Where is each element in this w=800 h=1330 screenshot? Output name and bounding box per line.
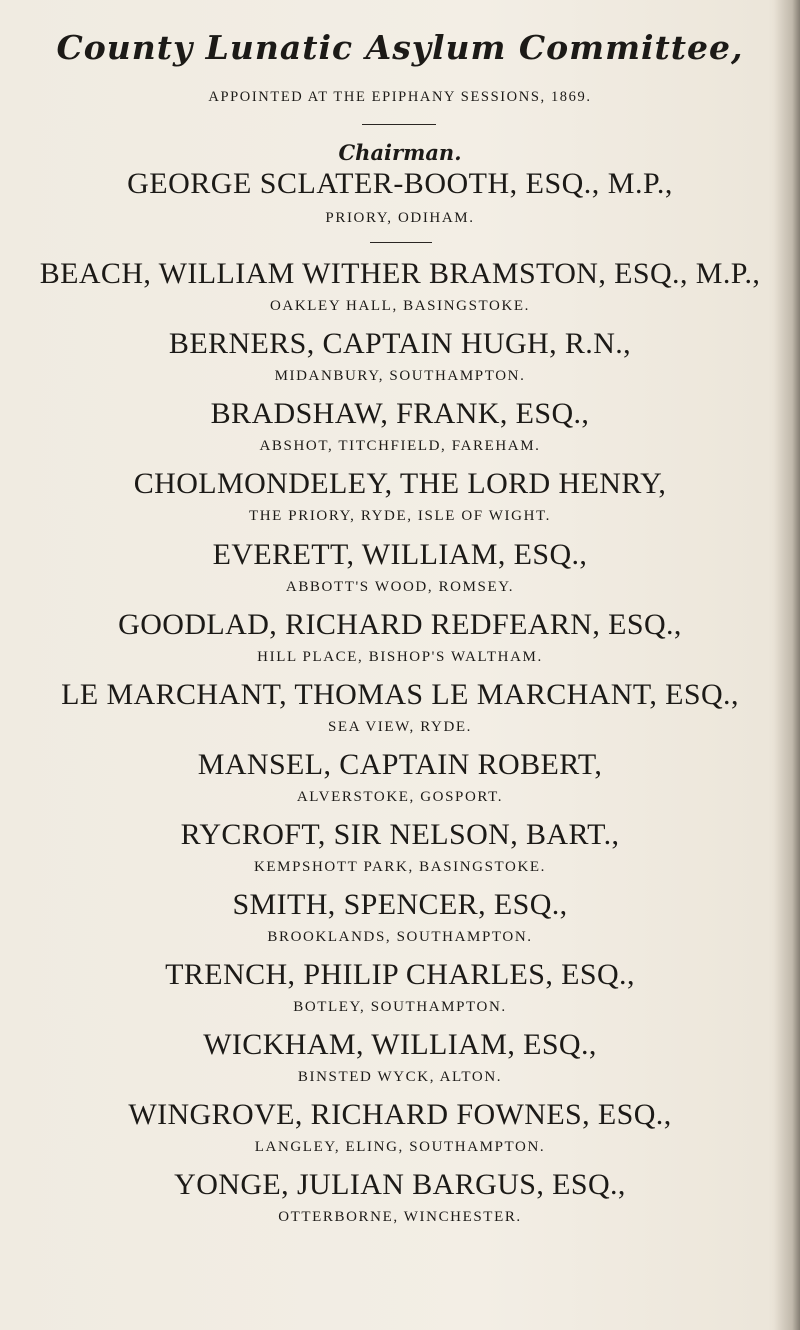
member-name: SMITH, SPENCER, ESQ., bbox=[232, 888, 568, 921]
member-address: ALVERSTOKE, GOSPORT. bbox=[296, 789, 504, 805]
member-entry bbox=[0, 1097, 800, 1157]
member-entry bbox=[0, 957, 800, 1017]
member-name: BERNERS, CAPTAIN HUGH, R.N., bbox=[168, 327, 632, 360]
member-address: OTTERBORNE, WINCHESTER. bbox=[278, 1209, 522, 1225]
member-address: SEA VIEW, RYDE. bbox=[327, 719, 472, 735]
chairman-heading: Chairman. bbox=[338, 140, 462, 165]
member-address: ABBOTT'S WOOD, ROMSEY. bbox=[285, 579, 515, 595]
member-name: YONGE, JULIAN BARGUS, ESQ., bbox=[174, 1168, 626, 1201]
member-address: ABSHOT, TITCHFIELD, FAREHAM. bbox=[259, 438, 541, 454]
member-address: LANGLEY, ELING, SOUTHAMPTON. bbox=[254, 1139, 546, 1155]
member-address: BROOKLANDS, SOUTHAMPTON. bbox=[267, 929, 533, 945]
member-entry bbox=[0, 747, 800, 807]
member-entry bbox=[0, 607, 800, 667]
member-entry bbox=[0, 1027, 800, 1087]
member-address: BOTLEY, SOUTHAMPTON. bbox=[293, 999, 507, 1015]
member-address: MIDANBURY, SOUTHAMPTON. bbox=[274, 368, 526, 384]
member-address: KEMPSHOTT PARK, BASINGSTOKE. bbox=[253, 859, 547, 875]
member-address: BINSTED WYCK, ALTON. bbox=[297, 1069, 503, 1085]
member-address: OAKLEY HALL, BASINGSTOKE. bbox=[270, 298, 530, 314]
member-entry bbox=[0, 677, 800, 737]
member-entry bbox=[0, 817, 800, 877]
divider-rule bbox=[370, 242, 432, 243]
member-name: BEACH, WILLIAM WITHER BRAMSTON, ESQ., M.P., bbox=[39, 257, 761, 290]
member-name: MANSEL, CAPTAIN ROBERT, bbox=[197, 748, 603, 781]
member-entry bbox=[0, 466, 800, 526]
member-name: RYCROFT, SIR NELSON, BART., bbox=[180, 818, 620, 851]
chairman-name: GEORGE SCLATER-BOOTH, ESQ., M.P., bbox=[127, 167, 673, 200]
appointed-line: APPOINTED AT THE EPIPHANY SESSIONS, 1869. bbox=[208, 89, 592, 105]
member-name: CHOLMONDELEY, THE LORD HENRY, bbox=[133, 467, 667, 500]
member-name: WINGROVE, RICHARD FOWNES, ESQ., bbox=[128, 1098, 672, 1131]
committee-title: County Lunatic Asylum Committee, bbox=[56, 28, 744, 67]
member-name: LE MARCHANT, THOMAS LE MARCHANT, ESQ., bbox=[61, 678, 739, 711]
member-address: THE PRIORY, RYDE, ISLE OF WIGHT. bbox=[248, 508, 552, 524]
divider-rule bbox=[362, 124, 436, 125]
member-name: GOODLAD, RICHARD REDFEARN, ESQ., bbox=[118, 608, 682, 641]
member-entry bbox=[0, 537, 800, 597]
chairman-address: PRIORY, ODIHAM. bbox=[325, 210, 475, 226]
member-entry bbox=[0, 256, 800, 316]
member-name: TRENCH, PHILIP CHARLES, ESQ., bbox=[165, 958, 635, 991]
member-entry bbox=[0, 887, 800, 947]
member-entry bbox=[0, 326, 800, 386]
member-entry bbox=[0, 1167, 800, 1227]
member-name: EVERETT, WILLIAM, ESQ., bbox=[212, 538, 588, 571]
member-entry bbox=[0, 396, 800, 456]
member-address: HILL PLACE, BISHOP'S WALTHAM. bbox=[257, 649, 543, 665]
member-name: WICKHAM, WILLIAM, ESQ., bbox=[203, 1028, 597, 1061]
member-name: BRADSHAW, FRANK, ESQ., bbox=[210, 397, 590, 430]
